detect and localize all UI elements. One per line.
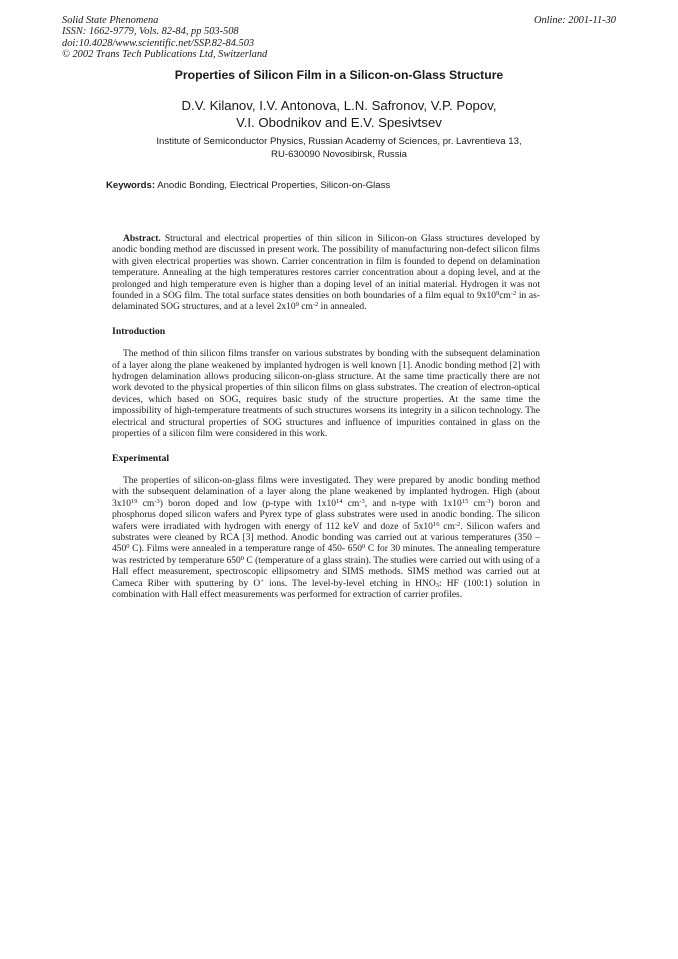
- keywords-label: Keywords:: [106, 180, 156, 191]
- keywords-text: Anodic Bonding, Electrical Properties, Silicon-on-Glass: [157, 180, 391, 191]
- author-list: [0, 97, 678, 131]
- publication-info: [62, 15, 267, 61]
- abstract-paragraph: Abstract. Structural and electrical properties of thin silicon in Silicon-on Glass structures developed by anodic bonding method are discussed in present work. The possibility of manufacturing non-defect silicon films with given electrical properties was shown. Carrier concentration in film is founded to depend on delamination temperature. Annealing at the high temperatures restores carrier concentration about a doping level, and at the prolonged and high temperature even is higher than a doping level of an initial material. Hydrogen it was not founded in a SOG film. The total surface states densities on both boundaries of a film equal to $9x10^9cm^{-2}$ in as-delaminated SOG structures, and at a level $2x10^9$ $cm^{-2}$ in annealed.: [112, 234, 541, 313]
- affiliation-line-1: Institute of Semiconductor Physics, Russian Academy of Sciences, pr. Lavrentieva 13,: [156, 136, 522, 147]
- authors-line-2: V.I. Obodnikov and E.V. Spesivtsev: [236, 115, 442, 130]
- doi-line: doi:10.4028/www.scientific.net/SSP.82-84.503: [62, 37, 255, 49]
- online-date: Online: 2001-11-30: [533, 15, 616, 26]
- copyright-line: © 2002 Trans Tech Publications Ltd, Switzerland: [62, 49, 268, 61]
- issn-line: ISSN: 1662-9779, Vols. 82-84, pp 503-508: [62, 26, 239, 38]
- authors-line-1: D.V. Kilanov, I.V. Antonova, L.N. Safronov, V.P. Popov,: [181, 98, 497, 113]
- affiliation-line-2: RU-630090 Novosibirsk, Russia: [271, 148, 407, 160]
- introduction-paragraph: The method of thin silicon films transfer on various substrates by bonding with the subsequent delamination of a layer along the plane weakened by implanted hydrogen is well known [1]. Anodic bonding method [2] with hydrogen delamination allows producing silicon-on-glass structure. At the same time practically there are not work devoted to the physical properties of thin silicon films on glass substrates. The creation of electron-optical devices, which based on SOG, requires basic study of the structure properties. At the same time the impossibility of high-temperature treatments of such structures worsens its integrity in a silicon technology. The electrical and structural properties of SOG structures and influence of impurities contained in glass on the properties of a silicon film were considered in this work.: [112, 349, 540, 440]
- paper-body: [112, 234, 540, 601]
- paper-title: Properties of Silicon Film in a Silicon-on-Glass Structure: [174, 68, 504, 82]
- journal-name: Solid State Phenomena: [62, 15, 159, 26]
- introduction-heading: Introduction: [112, 325, 166, 337]
- affiliation: [0, 136, 678, 161]
- experimental-paragraph: The properties of silicon-on-glass films were investigated. They were prepared by anodic bonding method with the subsequent delamination of a layer along the plane weakened by implanted hydrogen. High (about $3x10^{19}$ $cm^{-3}$) boron doped and low (p-type with $1x10^{14}$ $cm^{-3}$, and n-type with $1x10^{15}$ $cm^{-3}$) boron and phosphorus doped silicon wafers and Pyrex type of glass substrates were used in anodic bonding. The silicon wafers were irradiated with hydrogen with energy of 112 keV and doze of $5x10^{16}$ $cm^{-2}$. Silicon wafers and substrates were cleaned by RCA [3] method. Anodic bonding was carried out at various temperatures ($350 - 450^0$ C). Films were annealed in a temperature range of 450- $650^0$ C for 30 minutes. The annealing temperature was restricted by temperature $650^0$ C (temperature of a glass strain). The studies were carried out with using of a Hall effect measurement, spectroscopic ellipsometry and SIMS methods. SIMS method was carried out at Cameca Riber with sputtering by O+ ions. The level-by-level etching in $HNO_3$: HF (100:1) solution in combination with Hall effect measurements was performed for extraction of carrier profiles.: [112, 475, 540, 600]
- abstract-label: Abstract.: [123, 234, 161, 244]
- experimental-heading: Experimental: [112, 452, 170, 464]
- keywords: [106, 180, 390, 191]
